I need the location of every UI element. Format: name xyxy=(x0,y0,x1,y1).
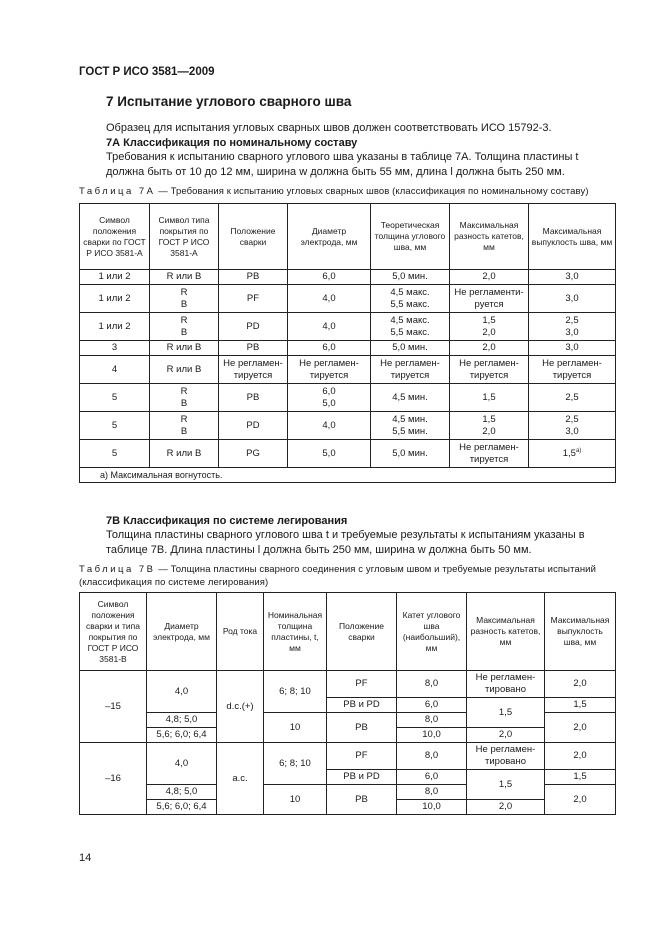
table-cell: 2,0 xyxy=(467,800,545,815)
table-cell: 2,0 xyxy=(450,341,529,356)
table-cell: 6,0 xyxy=(397,698,467,713)
table-cell: R или B xyxy=(150,341,219,356)
table-7a-header: Максимальная разность катетов, мм xyxy=(450,204,529,270)
table-7a-caption xyxy=(79,185,619,198)
table-cell: 2,5 xyxy=(529,384,616,412)
table-cell: PB xyxy=(219,341,288,356)
table-cell: 2,0 xyxy=(450,270,529,285)
table-cell: Не регламен- тируется xyxy=(450,440,529,468)
table-cell: R или B xyxy=(150,270,219,285)
table-cell: 1,5 xyxy=(467,770,545,800)
table-cell: PB xyxy=(327,785,397,815)
table-cell: 3 xyxy=(80,341,150,356)
table-cell: 1,5 xyxy=(467,698,545,728)
table-7a-header-row xyxy=(80,204,616,270)
table-cell: 1 или 2 xyxy=(80,270,150,285)
table-cell: PB xyxy=(219,270,288,285)
table-7b-header: Диаметр электрода, мм xyxy=(147,593,217,671)
table-cell: PF xyxy=(327,743,397,770)
table-cell: 2,0 xyxy=(545,671,616,698)
table-cell: 4,5 макс. 5,5 макс. xyxy=(371,313,450,341)
table-cell: Не регламен- тируется xyxy=(219,356,288,384)
table-cell: 2,0 xyxy=(467,728,545,743)
table-cell: R B xyxy=(150,313,219,341)
table-cell: 6,0 xyxy=(288,341,371,356)
table-cell: 1,5 xyxy=(450,384,529,412)
table-cell: R B xyxy=(150,412,219,440)
table-cell: R или B xyxy=(150,356,219,384)
table-cell: 4,5 макс. 5,5 макс. xyxy=(371,285,450,313)
table-cell: R или B xyxy=(150,440,219,468)
table-cell: 1,5 xyxy=(545,698,616,713)
table-7a-header: Символ типа покрытия по ГОСТ Р ИСО 3581-А xyxy=(150,204,219,270)
table-cell: PG xyxy=(219,440,288,468)
paragraph-7b: Толщина пластины сварного углового шва t и требуемые результаты к испытаниям указаны в таблице 7В. Длина пластины l должна быть 250 мм, ширина w должна быть 50 мм. xyxy=(106,529,585,556)
table-cell: 8,0 xyxy=(397,671,467,698)
table-cell: 2,0 xyxy=(545,713,616,743)
table-row xyxy=(80,356,616,384)
table-cell: 1 или 2 xyxy=(80,313,150,341)
table-row xyxy=(80,440,616,468)
table-row xyxy=(80,671,616,698)
table-row xyxy=(80,270,616,285)
table-cell: Не регламен- тируется xyxy=(288,356,371,384)
table-row xyxy=(80,412,616,440)
table-cell: 5,0 мин. xyxy=(371,440,450,468)
table-cell: Не регламен- тировано xyxy=(467,743,545,770)
table-cell: –16 xyxy=(80,743,147,815)
table-cell: 8,0 xyxy=(397,713,467,728)
table-cell: a.c. xyxy=(217,743,264,815)
table-cell: 4,0 xyxy=(288,313,371,341)
table-cell: 4,0 xyxy=(147,671,217,713)
table-row xyxy=(80,743,616,770)
table-cell: 2,5 3,0 xyxy=(529,313,616,341)
table-cell: 1 или 2 xyxy=(80,285,150,313)
table-cell: 1,5 2,0 xyxy=(450,412,529,440)
table-7a-caption-text: — Требования к испытанию угловых сварных швов (классификация по номинальному составу) xyxy=(155,186,589,197)
table-cell: R B xyxy=(150,285,219,313)
table-7b-header: Род тока xyxy=(217,593,264,671)
table-cell: 5,0 мин. xyxy=(371,270,450,285)
document-header: ГОСТ Р ИСО 3581—2009 xyxy=(79,66,215,78)
table-7a-header: Диаметр электрода, мм xyxy=(288,204,371,270)
table-cell: 2,0 xyxy=(545,743,616,770)
table-7a-caption-lead: Таблица 7А xyxy=(79,186,156,197)
table-7b-caption xyxy=(79,563,615,589)
table-cell: –15 xyxy=(80,671,147,743)
table-cell: 3,0 xyxy=(529,341,616,356)
table-cell: PB и PD xyxy=(327,770,397,785)
table-cell: Не регламен- тируется xyxy=(450,356,529,384)
table-cell: 5,6; 6,0; 6,4 xyxy=(147,728,217,743)
table-row xyxy=(80,341,616,356)
table-7a-header: Символ положения сварки по ГОСТ Р ИСО 3581-А xyxy=(80,204,150,270)
table-7a-header: Положение сварки xyxy=(219,204,288,270)
table-7b xyxy=(79,592,616,815)
table-7b-header: Максимальная разность катетов, мм xyxy=(467,593,545,671)
table-cell: PD xyxy=(219,313,288,341)
table-cell: 4,5 мин. xyxy=(371,384,450,412)
table-cell: 5 xyxy=(80,384,150,412)
table-7a-header: Максимальная выпуклость шва, мм xyxy=(529,204,616,270)
table-cell: 8,0 xyxy=(397,785,467,800)
table-7b-header-row xyxy=(80,593,616,671)
table-cell: 10,0 xyxy=(397,728,467,743)
table-cell: 4,5 мин. 5,5 мин. xyxy=(371,412,450,440)
table-cell: PD xyxy=(219,412,288,440)
table-cell: 4,8; 5,0 xyxy=(147,785,217,800)
subsection-7b-title: 7В Классификация по системе легирования xyxy=(106,515,348,527)
table-cell: 6; 8; 10 xyxy=(264,743,327,785)
table-cell: 4,0 xyxy=(288,285,371,313)
table-cell: 5,0 мин. xyxy=(371,341,450,356)
paragraph-7a: Требования к испытанию сварного углового шва указаны в таблице 7А. Толщина пластины t должна быть от 10 до 12 мм, ширина w должна быть 55 мм, длина l должна быть 250 мм. xyxy=(106,151,579,178)
table-cell: Не регламен- тировано xyxy=(467,671,545,698)
table-cell: 3,0 xyxy=(529,285,616,313)
table-cell: 10 xyxy=(264,713,327,743)
table-cell: PB xyxy=(327,713,397,743)
table-cell: PF xyxy=(219,285,288,313)
table-cell: 5,6; 6,0; 6,4 xyxy=(147,800,217,815)
table-cell: 8,0 xyxy=(397,743,467,770)
table-cell: 5,0 xyxy=(288,440,371,468)
table-row xyxy=(80,313,616,341)
table-cell: 4,0 xyxy=(147,743,217,785)
table-cell: Не регламен- тируется xyxy=(529,356,616,384)
intro-paragraph: Образец для испытания угловых сварных швов должен соответствовать ИСО 15792-3. xyxy=(106,122,552,134)
table-cell: 6; 8; 10 xyxy=(264,671,327,713)
table-cell: Не регламенти- руется xyxy=(450,285,529,313)
table-cell: 5 xyxy=(80,440,150,468)
table-cell: 10,0 xyxy=(397,800,467,815)
table-7b-caption-text: — Толщина пластины сварного соединения с угловым швом и требуемые результаты испытаний (классификация по системе легирования) xyxy=(79,564,596,588)
table-cell: 1,5 xyxy=(545,770,616,785)
page-number: 14 xyxy=(79,852,92,864)
table-cell: 4,8; 5,0 xyxy=(147,713,217,728)
table-row xyxy=(80,285,616,313)
table-cell: 6,0 5,0 xyxy=(288,384,371,412)
table-7b-header: Максимальная выпуклость шва, мм xyxy=(545,593,616,671)
table-cell: PB xyxy=(219,384,288,412)
table-7a-footnote: а) Максимальная вогнутость. xyxy=(80,468,616,483)
table-cell: 10 xyxy=(264,785,327,815)
table-cell xyxy=(529,440,616,468)
table-cell: R B xyxy=(150,384,219,412)
table-cell: 6,0 xyxy=(397,770,467,785)
table-footnote-row xyxy=(80,468,616,483)
table-cell: d.c.(+) xyxy=(217,671,264,743)
table-cell: 2,0 xyxy=(545,785,616,815)
table-cell: 5 xyxy=(80,412,150,440)
table-cell: 4 xyxy=(80,356,150,384)
footnote-marker: а) xyxy=(575,447,582,454)
table-cell: 6,0 xyxy=(288,270,371,285)
table-7b-caption-lead: Таблица 7В xyxy=(79,564,156,575)
table-cell: PF xyxy=(327,671,397,698)
table-row xyxy=(80,384,616,412)
table-cell: Не регламен- тируется xyxy=(371,356,450,384)
table-cell: 1,5 2,0 xyxy=(450,313,529,341)
section-title: 7 Испытание углового сварного шва xyxy=(106,94,352,109)
table-cell: PB и PD xyxy=(327,698,397,713)
table-7b-header: Катет углового шва (наибольший), мм xyxy=(397,593,467,671)
table-cell: 2,5 3,0 xyxy=(529,412,616,440)
table-cell-value: 1,5 xyxy=(562,447,576,459)
table-7b-header: Символ положения сварки и типа покрытия по ГОСТ Р ИСО 3581-В xyxy=(80,593,147,671)
table-7b-header: Номинальная толщина пластины, t, мм xyxy=(264,593,327,671)
table-cell: 4,0 xyxy=(288,412,371,440)
table-cell: 3,0 xyxy=(529,270,616,285)
table-7a-header: Теоретическая толщина углового шва, мм xyxy=(371,204,450,270)
table-7b-header: Положение сварки xyxy=(327,593,397,671)
table-7a xyxy=(79,203,616,483)
subsection-7a-title: 7А Классификация по номинальному составу xyxy=(106,137,358,149)
